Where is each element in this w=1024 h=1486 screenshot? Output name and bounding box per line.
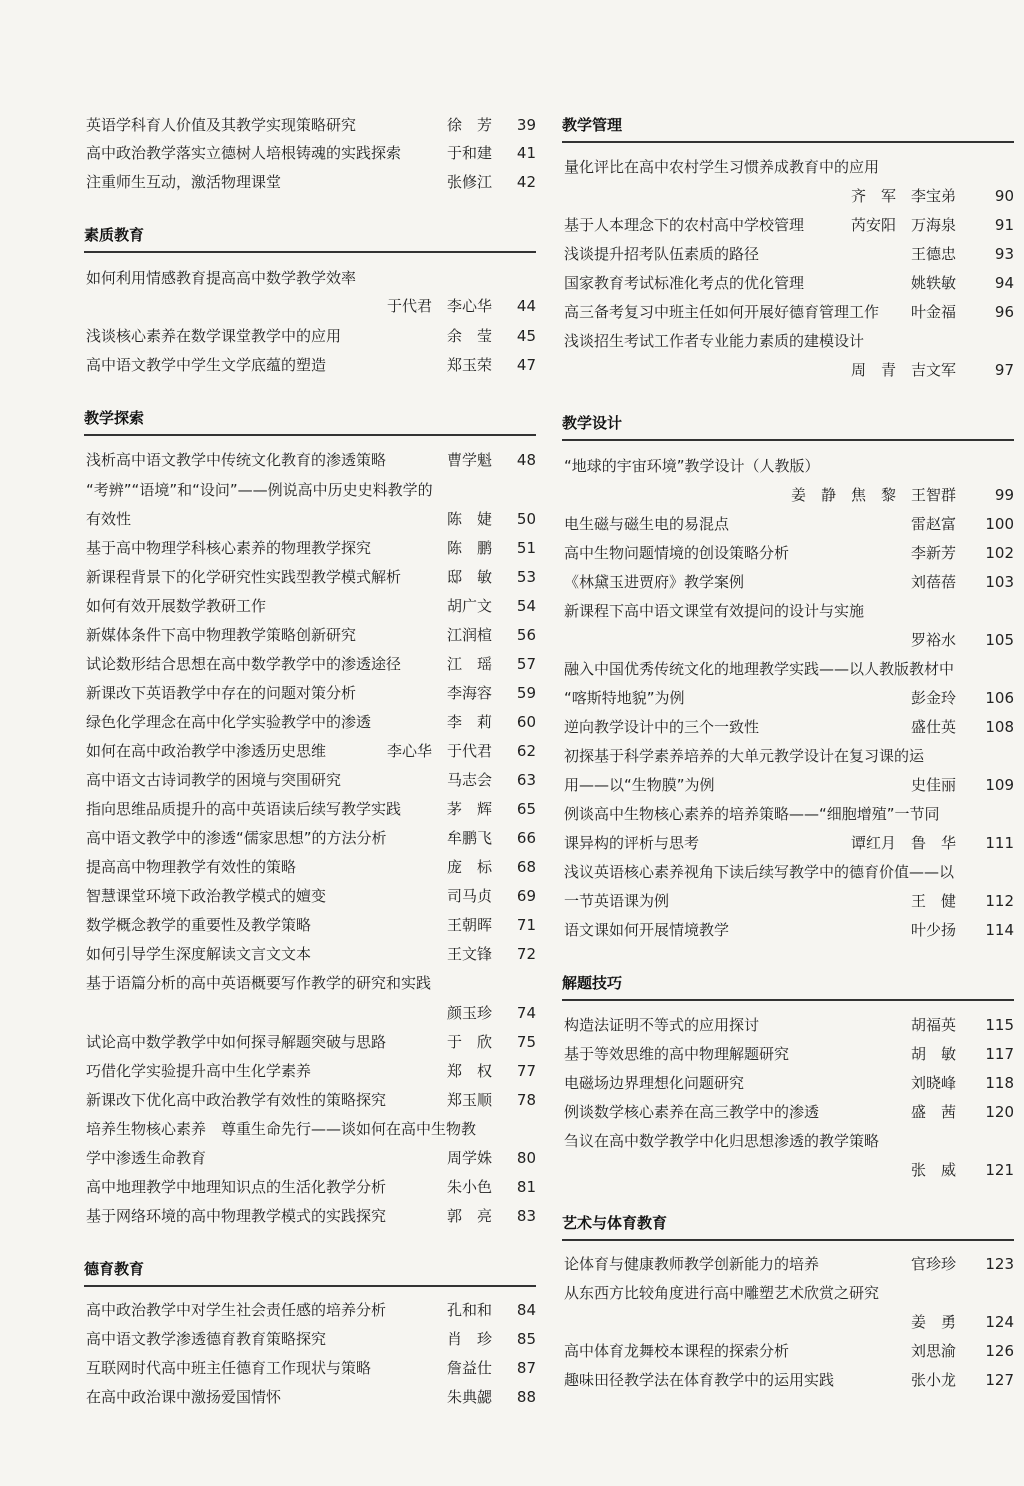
article-author: 李海容 — [446, 684, 492, 702]
page-number: 56 — [516, 626, 536, 644]
page-number: 97 — [994, 361, 1014, 379]
page-number: 39 — [516, 116, 536, 134]
article-title: 论体育与健康教师教学创新能力的培养 — [564, 1255, 820, 1273]
page-number: 93 — [994, 245, 1014, 263]
article-author: 曹学魁 — [446, 451, 492, 469]
page-number: 74 — [516, 1004, 536, 1022]
article-title: 英语学科育人价值及其教学实现策略研究 — [86, 116, 357, 134]
article-author: 王德忠 — [910, 245, 956, 263]
article-title: 课异构的评析与思考 — [564, 834, 700, 852]
page-number: 47 — [516, 356, 536, 374]
article-title: 高中语文古诗词教学的困境与突围研究 — [86, 771, 342, 789]
page-number: 103 — [985, 573, 1014, 591]
page-number: 66 — [516, 829, 536, 847]
page-number: 81 — [516, 1178, 536, 1196]
article-author: 郑玉顺 — [446, 1091, 492, 1109]
article-title: 《林黛玉进贾府》教学案例 — [564, 573, 745, 591]
article-author: 叶金福 — [910, 303, 956, 321]
article-author: 刘思渝 — [910, 1342, 956, 1360]
page-number: 77 — [516, 1062, 536, 1080]
article-author: 胡 敏 — [910, 1045, 956, 1063]
article-author: 江润楦 — [446, 626, 492, 644]
page-number: 53 — [516, 568, 536, 586]
page-number: 45 — [516, 327, 536, 345]
article-author: 官珍珍 — [910, 1255, 956, 1273]
article-title: 电磁场边界理想化问题研究 — [564, 1074, 745, 1092]
article-title: 例谈数学核心素养在高三教学中的渗透 — [564, 1103, 820, 1121]
article-author: 叶少扬 — [910, 921, 956, 939]
page-number: 123 — [985, 1255, 1014, 1273]
article-title: 高中生物问题情境的创设策略分析 — [564, 544, 790, 562]
page-number: 90 — [994, 187, 1014, 205]
page-number: 78 — [516, 1091, 536, 1109]
section-rule — [562, 999, 1014, 1001]
article-title: 融入中国优秀传统文化的地理教学实践——以人教版教材中 — [564, 660, 955, 678]
article-title: 新课改下英语教学中存在的问题对策分析 — [86, 684, 357, 702]
article-author: 徐 芳 — [446, 116, 492, 134]
article-title: 提高高中物理教学有效性的策略 — [86, 858, 297, 876]
article-title: 培养生物核心素养 尊重生命先行——谈如何在高中生物教 — [86, 1120, 477, 1138]
article-title: 高三备考复习中班主任如何开展好德育管理工作 — [564, 303, 880, 321]
page-number: 109 — [985, 776, 1014, 794]
page-number: 71 — [516, 916, 536, 934]
page-number: 85 — [516, 1330, 536, 1348]
article-title: 高中地理教学中地理知识点的生活化教学分析 — [86, 1178, 387, 1196]
article-title: 智慧课堂环境下政治教学模式的嬗变 — [86, 887, 327, 905]
article-author: 雷赵富 — [910, 515, 956, 533]
page-number: 87 — [516, 1359, 536, 1377]
article-title: 语文课如何开展情境教学 — [564, 921, 730, 939]
article-author: 张修江 — [446, 173, 492, 191]
article-title: “喀斯特地貌”为例 — [564, 689, 685, 707]
article-title: 新课程下高中语文课堂有效提问的设计与实施 — [564, 602, 865, 620]
section-heading: 教学设计 — [562, 414, 623, 432]
article-author: 胡广文 — [446, 597, 492, 615]
article-title: 基于高中物理学科核心素养的物理教学探究 — [86, 539, 372, 557]
article-title: 刍议在高中数学教学中化归思想渗透的教学策略 — [564, 1132, 880, 1150]
page-number: 59 — [516, 684, 536, 702]
page-number: 83 — [516, 1207, 536, 1225]
article-author: 李 莉 — [446, 713, 492, 731]
article-author: 刘蓓蓓 — [910, 573, 956, 591]
page-number: 57 — [516, 655, 536, 673]
page-number: 105 — [985, 631, 1014, 649]
page-number: 117 — [985, 1045, 1014, 1063]
page-number: 99 — [994, 486, 1014, 504]
article-author: 于 欣 — [446, 1033, 492, 1051]
page-number: 106 — [985, 689, 1014, 707]
page-number: 88 — [516, 1388, 536, 1406]
article-title: 新课程背景下的化学研究性实践型教学模式解析 — [86, 568, 402, 586]
section-heading: 艺术与体育教育 — [562, 1214, 668, 1232]
article-author: 詹益仕 — [446, 1359, 492, 1377]
page-number: 100 — [985, 515, 1014, 533]
article-author: 彭金玲 — [910, 689, 956, 707]
article-author: 颜玉珍 — [446, 1004, 492, 1022]
section-heading: 教学探索 — [84, 409, 145, 427]
article-author: 郑玉荣 — [446, 356, 492, 374]
article-title: 构造法证明不等式的应用探讨 — [564, 1016, 760, 1034]
article-title: 基于网络环境的高中物理教学模式的实践探究 — [86, 1207, 387, 1225]
article-title: 新课改下优化高中政治教学有效性的策略探究 — [86, 1091, 387, 1109]
page-number: 60 — [516, 713, 536, 731]
article-author: 芮安阳 万海泉 — [850, 216, 956, 234]
article-author: 盛仕英 — [910, 718, 956, 736]
article-title: 基于语篇分析的高中英语概要写作教学的研究和实践 — [86, 974, 432, 992]
article-title: “地球的宇宙环境”教学设计（人教版） — [564, 457, 820, 475]
page-number: 102 — [985, 544, 1014, 562]
article-author: 邸 敏 — [446, 568, 492, 586]
article-title: 趣味田径教学法在体育教学中的运用实践 — [564, 1371, 835, 1389]
page-number: 54 — [516, 597, 536, 615]
article-author: 庞 标 — [446, 858, 492, 876]
article-author: 李新芳 — [910, 544, 956, 562]
page-number: 69 — [516, 887, 536, 905]
article-title: 一节英语课为例 — [564, 892, 670, 910]
page-number: 62 — [516, 742, 536, 760]
article-title: 浅谈提升招考队伍素质的路径 — [564, 245, 760, 263]
article-author: 陈 婕 — [446, 510, 492, 528]
page-number: 50 — [516, 510, 536, 528]
article-author: 牟鹏飞 — [446, 829, 492, 847]
page-number: 96 — [994, 303, 1014, 321]
page-number: 41 — [516, 144, 536, 162]
article-author: 姜 勇 — [910, 1313, 956, 1331]
article-title: 巧借化学实验提升高中生化学素养 — [86, 1062, 312, 1080]
article-author: 朱小色 — [446, 1178, 492, 1196]
page-number: 63 — [516, 771, 536, 789]
article-author: 史佳丽 — [910, 776, 956, 794]
article-author: 江 瑶 — [446, 655, 492, 673]
page-number: 108 — [985, 718, 1014, 736]
article-author: 郭 亮 — [446, 1207, 492, 1225]
section-rule — [84, 251, 536, 253]
article-author: 周 青 吉文军 — [850, 361, 956, 379]
page-number: 112 — [985, 892, 1014, 910]
article-title: 基于人本理念下的农村高中学校管理 — [564, 216, 805, 234]
article-title: 浅谈核心素养在数学课堂教学中的应用 — [86, 327, 342, 345]
article-title: 高中语文教学中的渗透“儒家思想”的方法分析 — [86, 829, 387, 847]
page-number: 44 — [516, 297, 536, 315]
article-author: 王 健 — [910, 892, 956, 910]
article-title: 国家教育考试标准化考点的优化管理 — [564, 274, 805, 292]
page-number: 65 — [516, 800, 536, 818]
article-title: 基于等效思维的高中物理解题研究 — [564, 1045, 790, 1063]
article-title: 浅析高中语文教学中传统文化教育的渗透策略 — [86, 451, 387, 469]
page-number: 48 — [516, 451, 536, 469]
article-author: 盛 茜 — [910, 1103, 956, 1121]
section-heading: 解题技巧 — [562, 974, 623, 992]
article-title: 有效性 — [86, 510, 132, 528]
article-title: 试论高中数学教学中如何探寻解题突破与思路 — [86, 1033, 387, 1051]
page-number: 80 — [516, 1149, 536, 1167]
article-title: 量化评比在高中农村学生习惯养成教育中的应用 — [564, 158, 880, 176]
article-author: 于和建 — [446, 144, 492, 162]
article-author: 周学姝 — [446, 1149, 492, 1167]
article-title: 逆向教学设计中的三个一致性 — [564, 718, 760, 736]
section-rule — [562, 439, 1014, 441]
article-title: 如何有效开展数学教研工作 — [86, 597, 267, 615]
section-rule — [84, 1285, 536, 1287]
article-author: 陈 鹏 — [446, 539, 492, 557]
page-number: 94 — [994, 274, 1014, 292]
article-author: 司马贞 — [446, 887, 492, 905]
article-title: 注重师生互动，激活物理课堂 — [86, 173, 282, 191]
page-number: 114 — [985, 921, 1014, 939]
page-number: 124 — [985, 1313, 1014, 1331]
page-number: 68 — [516, 858, 536, 876]
page-number: 51 — [516, 539, 536, 557]
article-author: 张 威 — [910, 1161, 956, 1179]
article-author: 肖 珍 — [446, 1330, 492, 1348]
article-title: 在高中政治课中激扬爱国情怀 — [86, 1388, 282, 1406]
article-title: 绿色化学理念在高中化学实验教学中的渗透 — [86, 713, 372, 731]
section-rule — [562, 141, 1014, 143]
article-author: 茅 辉 — [446, 800, 492, 818]
article-title: 高中体育龙舞校本课程的探索分析 — [564, 1342, 790, 1360]
article-author: 于代君 李心华 — [386, 297, 492, 315]
article-author: 罗裕水 — [910, 631, 956, 649]
article-title: 浅议英语核心素养视角下读后续写教学中的德育价值——以 — [564, 863, 955, 881]
article-author: 胡福英 — [910, 1016, 956, 1034]
article-title: 如何在高中政治教学中渗透历史思维 — [86, 742, 327, 760]
page-number: 75 — [516, 1033, 536, 1051]
article-title: 从东西方比较角度进行高中雕塑艺术欣赏之研究 — [564, 1284, 880, 1302]
article-title: 高中政治教学落实立德树人培根铸魂的实践探索 — [86, 144, 402, 162]
section-rule — [84, 434, 536, 436]
article-title: 用——以“生物膜”为例 — [564, 776, 715, 794]
article-title: 如何利用情感教育提高高中数学教学效率 — [86, 269, 357, 287]
page-number: 118 — [985, 1074, 1014, 1092]
article-author: 马志会 — [446, 771, 492, 789]
article-author: 余 莹 — [446, 327, 492, 345]
article-title: 学中渗透生命教育 — [86, 1149, 207, 1167]
page-number: 120 — [985, 1103, 1014, 1121]
article-title: 互联网时代高中班主任德育工作现状与策略 — [86, 1359, 372, 1377]
page-number: 72 — [516, 945, 536, 963]
article-title: 试论数形结合思想在高中数学教学中的渗透途径 — [86, 655, 402, 673]
article-title: 高中政治教学中对学生社会责任感的培养分析 — [86, 1301, 387, 1319]
article-title: 高中语文教学中学生文学底蕴的塑造 — [86, 356, 327, 374]
article-title: 例谈高中生物核心素养的培养策略——“细胞增殖”一节同 — [564, 805, 940, 823]
section-rule — [562, 1239, 1014, 1241]
article-title: 初探基于科学素养培养的大单元教学设计在复习课的运 — [564, 747, 925, 765]
article-author: 朱典勰 — [446, 1388, 492, 1406]
article-author: 王文锋 — [446, 945, 492, 963]
article-author: 王朝晖 — [446, 916, 492, 934]
article-author: 齐 军 李宝弟 — [850, 187, 956, 205]
article-author: 郑 权 — [446, 1062, 492, 1080]
article-author: 张小龙 — [910, 1371, 956, 1389]
page-number: 121 — [985, 1161, 1014, 1179]
article-author: 孔和和 — [446, 1301, 492, 1319]
article-author: 姚轶敏 — [910, 274, 956, 292]
article-author: 刘晓峰 — [910, 1074, 956, 1092]
section-heading: 教学管理 — [562, 116, 623, 134]
page-number: 84 — [516, 1301, 536, 1319]
page-number: 111 — [985, 834, 1014, 852]
article-title: 高中语文教学渗透德育教育策略探究 — [86, 1330, 327, 1348]
article-title: 如何引导学生深度解读文言文文本 — [86, 945, 312, 963]
page-number: 42 — [516, 173, 536, 191]
article-author: 姜 静 焦 黎 王智群 — [790, 486, 956, 504]
page-number: 126 — [985, 1342, 1014, 1360]
article-title: 新媒体条件下高中物理教学策略创新研究 — [86, 626, 357, 644]
article-title: 指向思维品质提升的高中英语读后续写教学实践 — [86, 800, 402, 818]
article-title: 电生磁与磁生电的易混点 — [564, 515, 730, 533]
article-author: 谭红月 鲁 华 — [850, 834, 956, 852]
page-number: 91 — [994, 216, 1014, 234]
article-author: 李心华 于代君 — [386, 742, 492, 760]
section-heading: 德育教育 — [84, 1260, 145, 1278]
article-title: “考辨”“语境”和“设问”——例说高中历史史料教学的 — [86, 481, 433, 499]
section-heading: 素质教育 — [84, 226, 145, 244]
article-title: 数学概念教学的重要性及教学策略 — [86, 916, 312, 934]
page-number: 115 — [985, 1016, 1014, 1034]
page-number: 127 — [985, 1371, 1014, 1389]
article-title: 浅谈招生考试工作者专业能力素质的建模设计 — [564, 332, 865, 350]
